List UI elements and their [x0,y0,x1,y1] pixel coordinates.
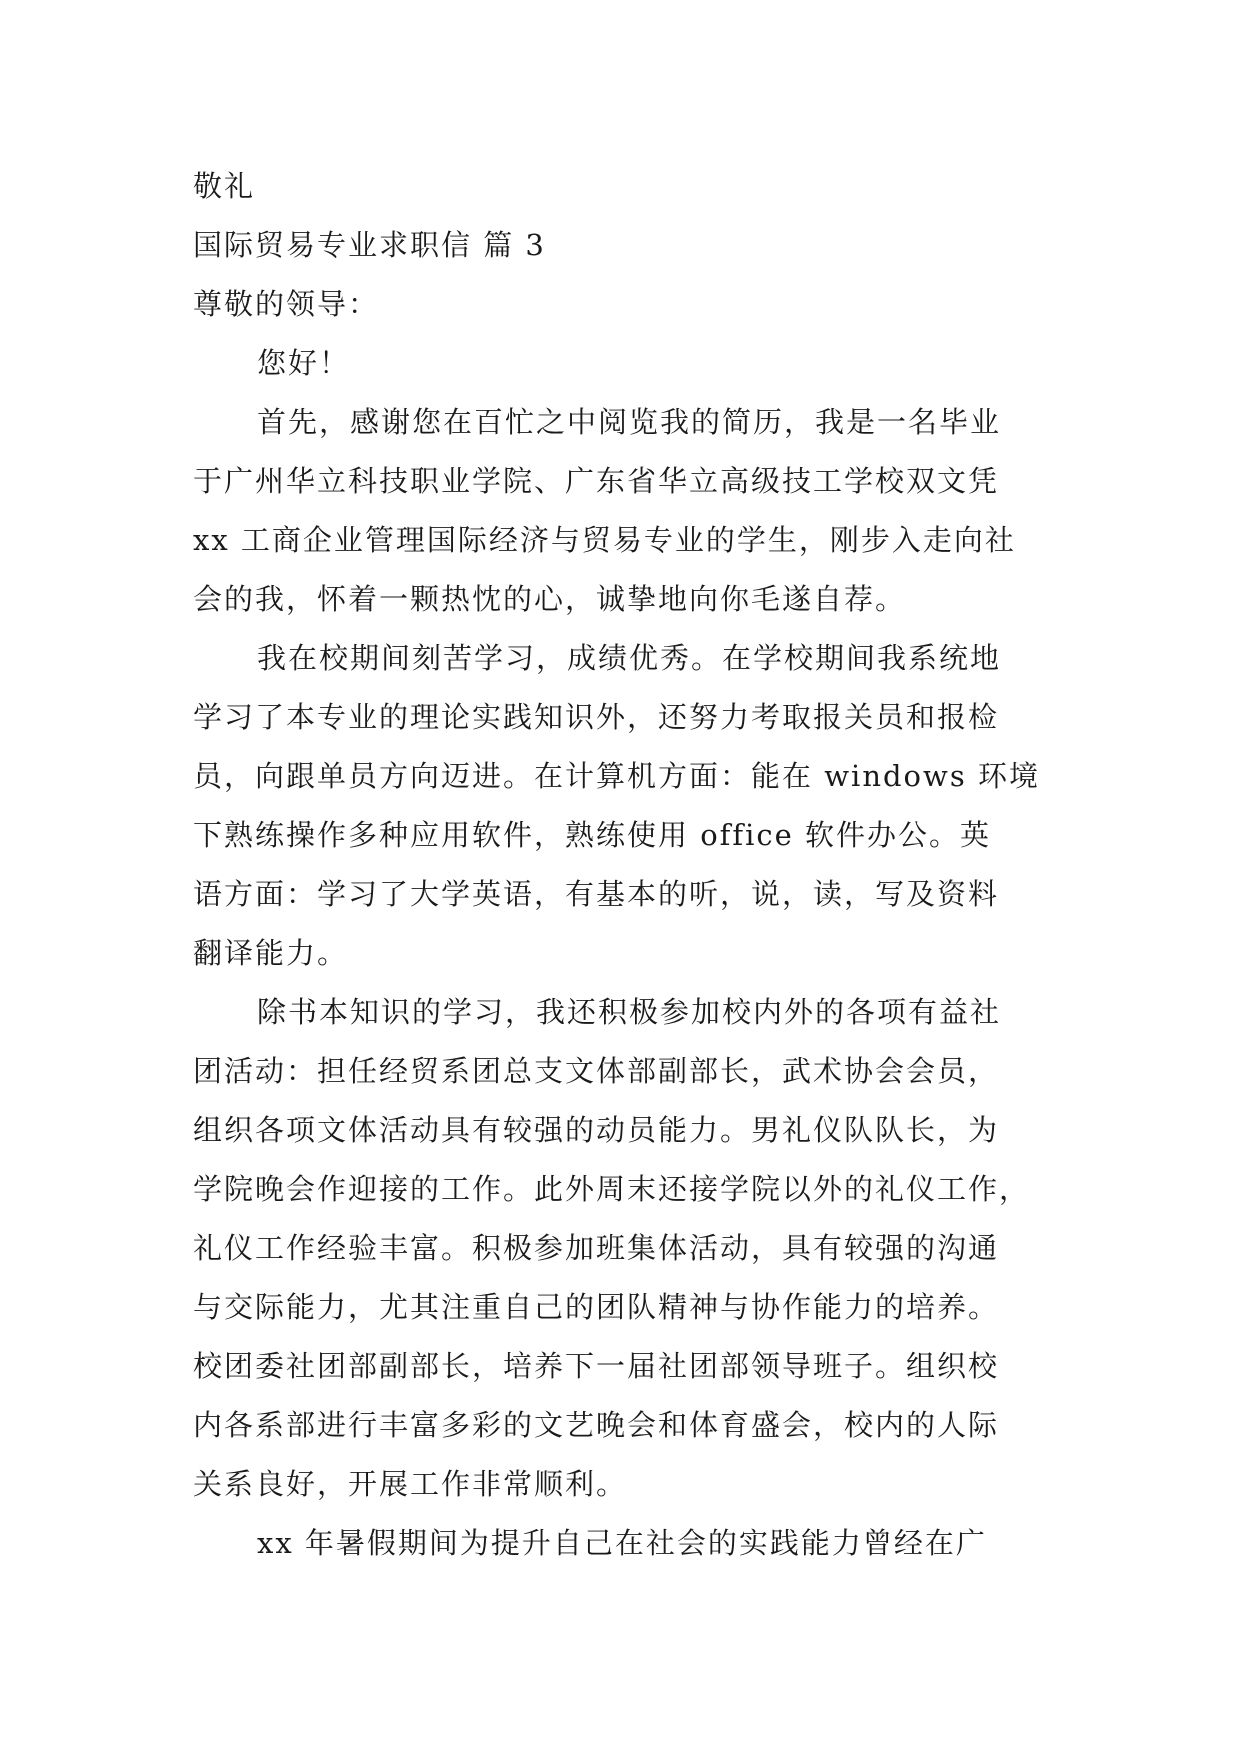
paragraph-line: 于广州华立科技职业学院、广东省华立高级技工学校双文凭 [193,464,1000,498]
section-heading: 国际贸易专业求职信 篇 3 [193,228,546,262]
paragraph-line: 团活动：担任经贸系团总支文体部副部长，武术协会会员， [193,1054,1000,1088]
paragraph-line: 礼仪工作经验丰富。积极参加班集体活动，具有较强的沟通 [193,1231,1000,1265]
paragraph-line: 我在校期间刻苦学习，成绩优秀。在学校期间我系统地 [257,641,1002,675]
greeting-line: 您好！ [257,346,351,380]
paragraph-line: 员，向跟单员方向迈进。在计算机方面：能在 windows 环境 [193,759,1040,793]
closing-salutation: 敬礼 [193,169,256,203]
paragraph-line: xx 工商企业管理国际经济与贸易专业的学生，刚步入走向社 [193,523,1016,557]
paragraph-line: 关系良好，开展工作非常顺利。 [193,1467,628,1501]
paragraph-line: 会的我，怀着一颗热忱的心，诚挚地向你毛遂自荐。 [193,582,907,616]
letter-salutation: 尊敬的领导： [193,287,380,321]
paragraph-line: 首先，感谢您在百忙之中阅览我的简历，我是一名毕业 [257,405,1002,439]
paragraph-line: 除书本知识的学习，我还积极参加校内外的各项有益社 [257,995,1002,1029]
paragraph-line: xx 年暑假期间为提升自己在社会的实践能力曾经在广 [257,1526,987,1560]
paragraph-line: 组织各项文体活动具有较强的动员能力。男礼仪队队长，为 [193,1113,1000,1147]
paragraph-line: 翻译能力。 [193,936,349,970]
paragraph-line: 下熟练操作多种应用软件，熟练使用 office 软件办公。英 [193,818,992,852]
paragraph-line: 与交际能力，尤其注重自己的团队精神与协作能力的培养。 [193,1290,1000,1324]
paragraph-line: 学院晚会作迎接的工作。此外周末还接学院以外的礼仪工作， [193,1172,1031,1206]
paragraph-line: 语方面：学习了大学英语，有基本的听，说，读，写及资料 [193,877,1000,911]
paragraph-line: 学习了本专业的理论实践知识外，还努力考取报关员和报检 [193,700,1000,734]
paragraph-line: 内各系部进行丰富多彩的文艺晚会和体育盛会，校内的人际 [193,1408,1000,1442]
paragraph-line: 校团委社团部副部长，培养下一届社团部领导班子。组织校 [193,1349,1000,1383]
